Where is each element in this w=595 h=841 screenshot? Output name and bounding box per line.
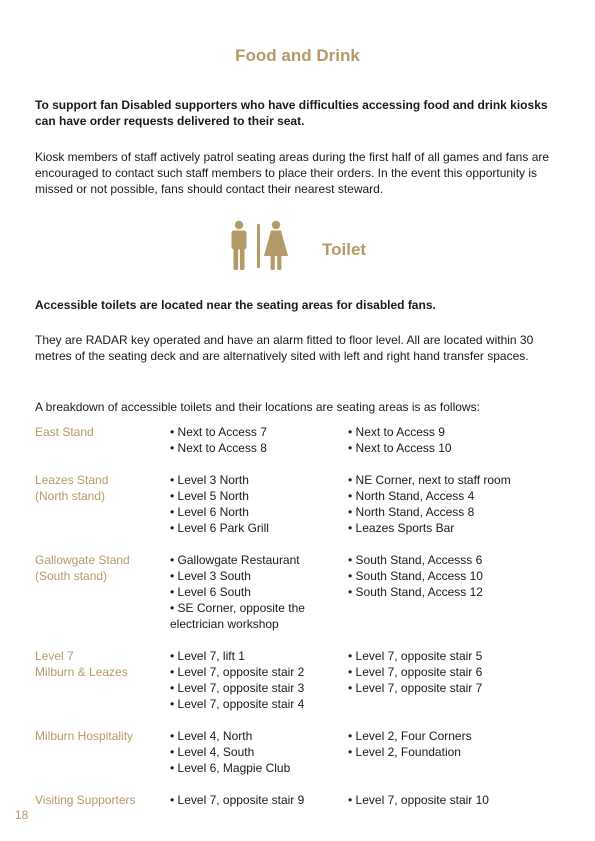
list-item: • Level 3 North	[170, 472, 345, 488]
toilet-list-col1	[170, 552, 345, 632]
toilet-list-col1	[170, 424, 345, 456]
row-label-line: Milburn Hospitality	[35, 729, 134, 743]
list-item: • SE Corner, opposite the electrician workshop	[170, 600, 330, 632]
row-label-line: Leazes Stand	[35, 473, 109, 487]
list-item: • Level 6 North	[170, 504, 345, 520]
row-label-line: Level 7	[35, 649, 74, 663]
list-item: • Level 2, Four Corners	[348, 728, 563, 744]
food-drink-body: Kiosk members of staff actively patrol seating areas during the first half of all games and fans are encouraged to contact such staff members to place their orders. In the event this opportunity is missed or not possible, fans should contact their nearest steward.	[35, 150, 550, 196]
list-item: • Level 7, opposite stair 10	[348, 792, 563, 808]
row-label-line: (North stand)	[35, 489, 106, 503]
toilet-list-col2	[348, 648, 563, 696]
row-label	[35, 792, 165, 808]
toilet-body: They are RADAR key operated and have an alarm fitted to floor level. All are located within 30 metres of the seating deck and are alternatively sited with left and right hand transfer spaces.	[35, 333, 534, 363]
breakdown-intro: A breakdown of accessible toilets and their locations are seating areas is as follows:	[35, 400, 480, 414]
toilet-list-col2	[348, 472, 563, 536]
row-label-line: East Stand	[35, 425, 94, 439]
list-item: • Level 6 Park Grill	[170, 520, 345, 536]
list-item: • South Stand, Access 12	[348, 584, 563, 600]
list-item: • North Stand, Access 4	[348, 488, 563, 504]
list-item: • Leazes Sports Bar	[348, 520, 563, 536]
list-item: • Level 4, North	[170, 728, 345, 744]
food-drink-heading: Food and Drink	[235, 46, 360, 65]
toilet-list-col1	[170, 792, 345, 808]
toilet-list-col2	[348, 424, 563, 456]
list-item: • Next to Access 7	[170, 424, 345, 440]
list-item: • Level 5 North	[170, 488, 345, 504]
list-item: • Level 7, opposite stair 2	[170, 664, 345, 680]
food-drink-intro: To support fan Disabled supporters who have difficulties accessing food and drink kiosks can have order requests delivered to their seat.	[35, 98, 548, 128]
list-item: • Level 7, opposite stair 4	[170, 696, 345, 712]
row-label	[35, 552, 165, 584]
list-item: • Level 6, Magpie Club	[170, 760, 345, 776]
list-item: • Level 7, opposite stair 7	[348, 680, 563, 696]
page-number: 18	[15, 808, 29, 822]
list-item: • Level 6 South	[170, 584, 345, 600]
toilet-people-icon	[228, 220, 290, 272]
toilet-list-col1	[170, 472, 345, 536]
row-label-line: Gallowgate Stand	[35, 553, 130, 567]
toilet-list-col1	[170, 648, 345, 712]
list-item: • Level 7, lift 1	[170, 648, 345, 664]
list-item: • North Stand, Access 8	[348, 504, 563, 520]
list-item: • Level 7, opposite stair 6	[348, 664, 563, 680]
list-item: • South Stand, Accesss 6	[348, 552, 563, 568]
row-label	[35, 424, 165, 440]
row-label-line: Visiting Supporters	[35, 793, 136, 807]
row-label	[35, 472, 165, 504]
list-item: • NE Corner, next to staff room	[348, 472, 563, 488]
toilet-list-col1	[170, 728, 345, 776]
list-item: • Level 3 South	[170, 568, 345, 584]
toilet-list-col2	[348, 552, 563, 600]
list-item: • Next to Access 9	[348, 424, 563, 440]
list-item: • Level 7, opposite stair 3	[170, 680, 345, 696]
toilet-intro: Accessible toilets are located near the seating areas for disabled fans.	[35, 298, 436, 312]
list-item: • South Stand, Access 10	[348, 568, 563, 584]
list-item: • Gallowgate Restaurant	[170, 552, 345, 568]
list-item: • Next to Access 8	[170, 440, 345, 456]
row-label	[35, 648, 165, 680]
toilet-list-col2	[348, 792, 563, 808]
list-item: • Level 4, South	[170, 744, 345, 760]
row-label-line: Milburn & Leazes	[35, 665, 128, 679]
list-item: • Next to Access 10	[348, 440, 563, 456]
row-label	[35, 728, 165, 744]
toilet-list-col2	[348, 728, 563, 760]
toilet-heading: Toilet	[322, 240, 367, 259]
list-item: • Level 2, Foundation	[348, 744, 563, 760]
row-label-line: (South stand)	[35, 569, 108, 583]
list-item: • Level 7, opposite stair 9	[170, 792, 345, 808]
list-item: • Level 7, opposite stair 5	[348, 648, 563, 664]
